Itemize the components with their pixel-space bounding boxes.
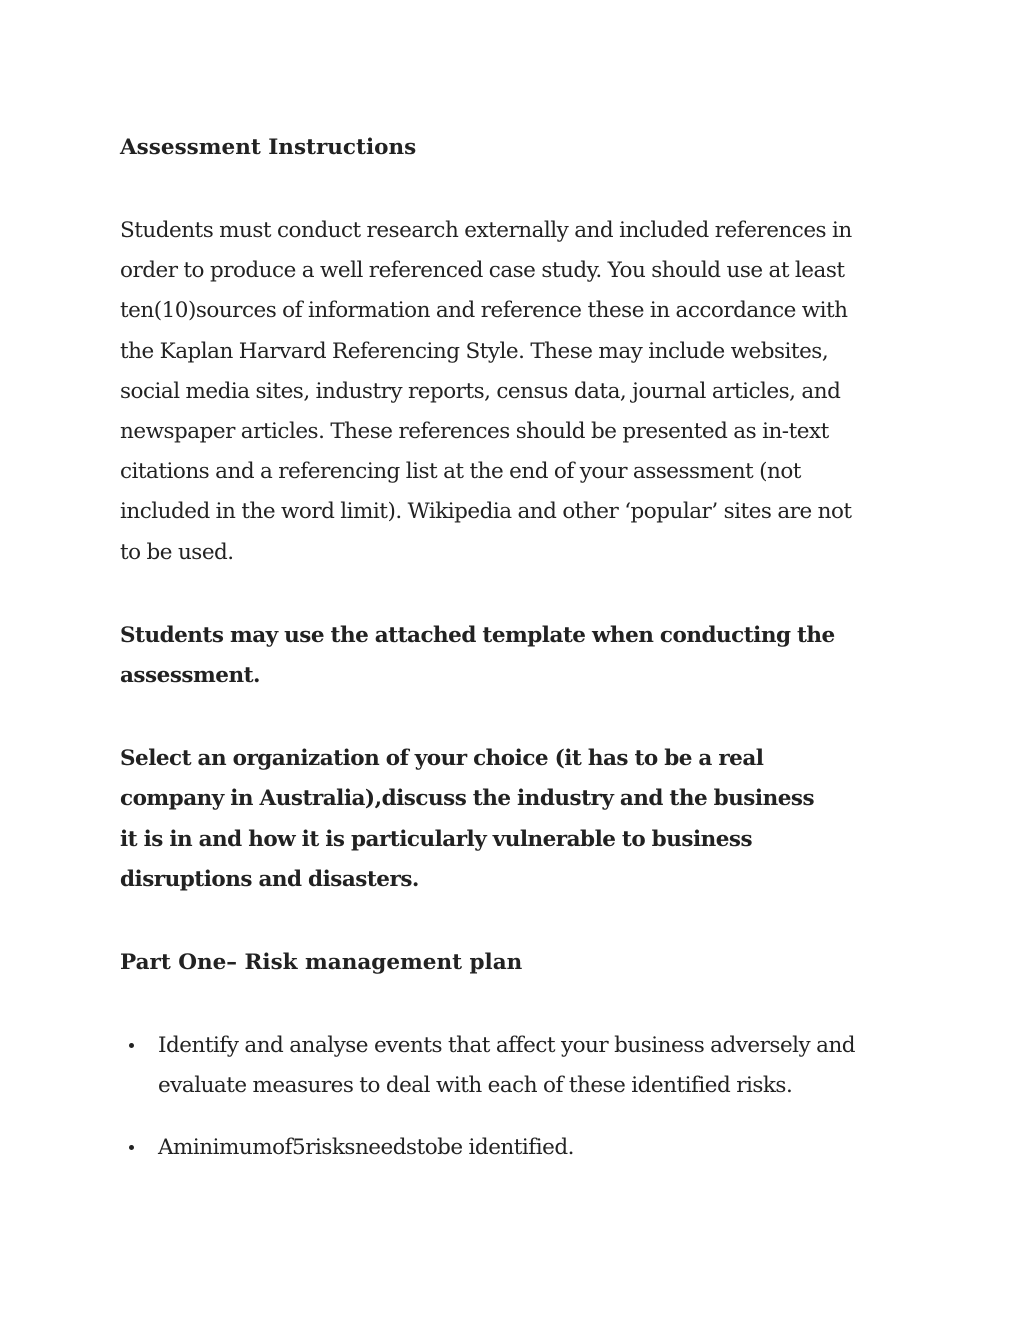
intro-line: order to produce a well referenced case study. You should use at least bbox=[120, 258, 845, 284]
intro-line: social media sites, industry reports, census data, journal articles, and bbox=[120, 378, 841, 404]
bullet-icon bbox=[129, 1043, 134, 1048]
intro-line: to be used. bbox=[120, 539, 234, 565]
list-item bbox=[120, 1026, 920, 1106]
requirements-list bbox=[120, 1026, 920, 1169]
task-line: Select an organization of your choice (it has to be a real bbox=[120, 746, 764, 772]
intro-line: newspaper articles. These references should be presented as in-text bbox=[120, 419, 829, 445]
intro-line: the Kaplan Harvard Referencing Style. These may include websites, bbox=[120, 338, 829, 364]
page-title: Assessment Instructions bbox=[120, 135, 417, 160]
task-description bbox=[120, 739, 920, 900]
intro-paragraph bbox=[120, 211, 920, 573]
template-note-line: assessment. bbox=[120, 663, 261, 689]
task-line: company in Australia),discuss the industry and the business bbox=[120, 786, 815, 812]
task-line: it is in and how it is particularly vulnerable to business bbox=[120, 826, 753, 852]
template-note-line: Students may use the attached template when conducting the bbox=[120, 622, 835, 648]
task-line: disruptions and disasters. bbox=[120, 866, 419, 892]
template-note bbox=[120, 616, 920, 696]
list-item bbox=[120, 1128, 920, 1168]
list-item-line: Aminimumof5risksneedstobe identified. bbox=[158, 1135, 574, 1161]
intro-line: Students must conduct research externally and included references in bbox=[120, 218, 852, 243]
document-page bbox=[120, 128, 920, 1191]
intro-line: ten(10)sources of information and reference these in accordance with bbox=[120, 298, 848, 324]
intro-line: included in the word limit). Wikipedia and other ‘popular’ sites are not bbox=[120, 499, 852, 525]
part-one-heading: Part One– Risk management plan bbox=[120, 950, 523, 976]
bullet-icon bbox=[129, 1145, 134, 1150]
list-item-line: Identify and analyse events that affect your business adversely and bbox=[158, 1033, 856, 1059]
list-item-line: evaluate measures to deal with each of these identified risks. bbox=[158, 1073, 793, 1099]
intro-line: citations and a referencing list at the end of your assessment (not bbox=[120, 459, 801, 485]
